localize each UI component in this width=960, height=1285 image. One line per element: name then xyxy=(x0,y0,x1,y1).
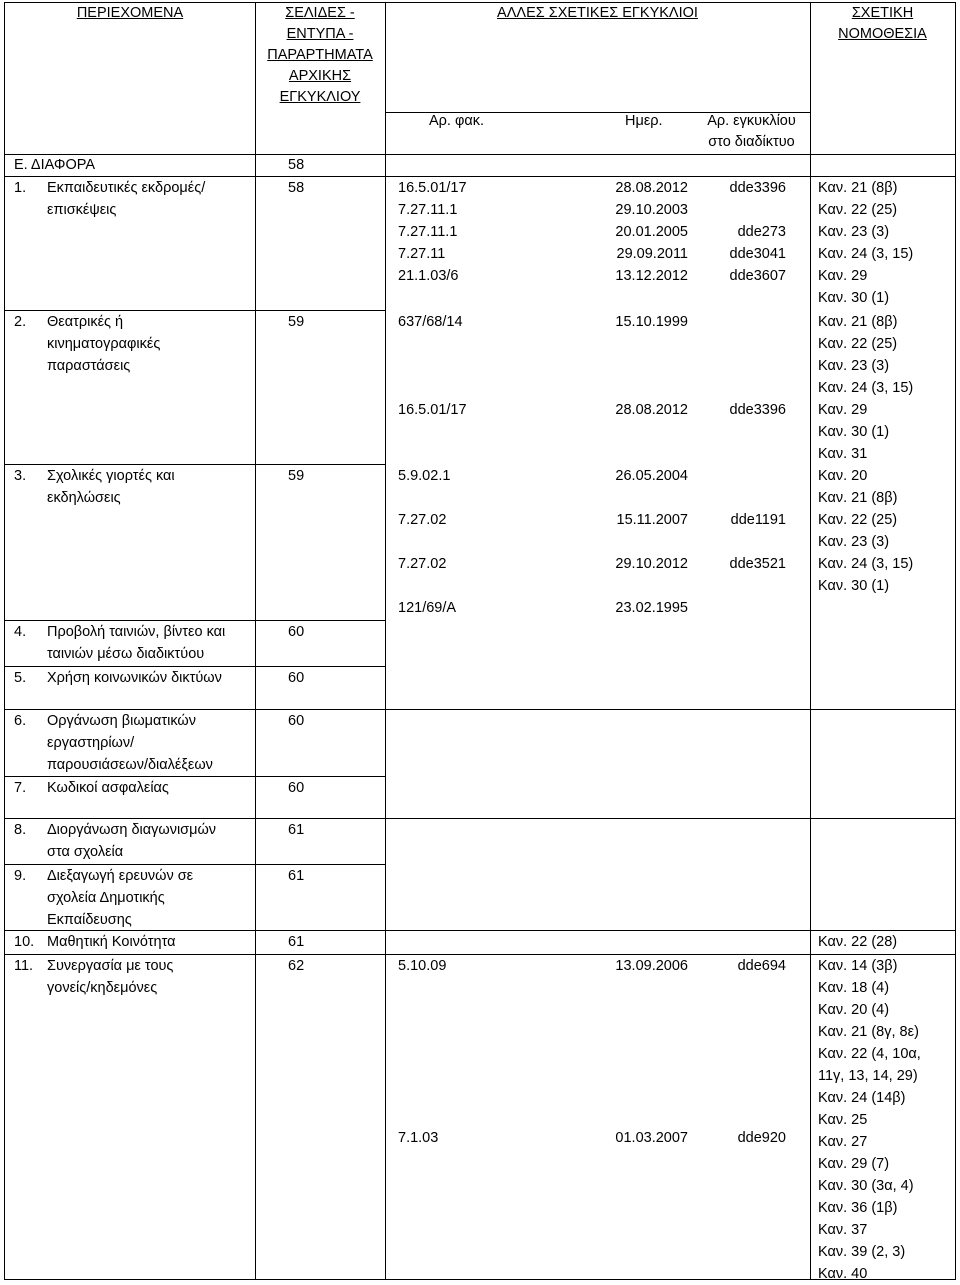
row-page: 60 xyxy=(288,670,305,686)
legislation-item: Καν. 30 (1) xyxy=(818,290,890,306)
col-divider xyxy=(255,3,256,1279)
row-title-line: γονείς/κηδεμόνες xyxy=(47,980,158,996)
circular-file: 7.27.11.1 xyxy=(398,224,458,240)
legislation-item: Καν. 27 xyxy=(818,1134,868,1150)
legislation-item: Καν. 30 (1) xyxy=(818,578,890,594)
legislation-item: Καν. 21 (8β) xyxy=(818,490,898,506)
legislation-item: Καν. 14 (3β) xyxy=(818,958,898,974)
row-number: 1. xyxy=(14,180,27,196)
legislation-item: Καν. 24 (3, 15) xyxy=(818,380,914,396)
legislation-item: Καν. 29 (7) xyxy=(818,1156,890,1172)
header-circulars-label: ΑΛΛΕΣ ΣΧΕΤΙΚΕΣ ΕΓΚΥΚΛΙΟΙ xyxy=(497,5,698,21)
row-page: 61 xyxy=(288,822,305,838)
row-page: 59 xyxy=(288,314,305,330)
circular-date: 20.01.2005 xyxy=(615,224,688,240)
row-title-line: Εκπαίδευσης xyxy=(47,912,132,928)
row-page: 60 xyxy=(288,780,305,796)
row-title-line: κινηματογραφικές xyxy=(47,336,161,352)
subheader-file: Αρ. φακ. xyxy=(429,113,485,129)
header-bottom-line xyxy=(5,154,955,155)
circular-web-number: dde3396 xyxy=(729,180,786,196)
circular-date: 23.02.1995 xyxy=(615,600,688,616)
header-contents xyxy=(5,3,255,24)
circular-file: 16.5.01/17 xyxy=(398,402,467,418)
row-title-line: εργαστηρίων/ xyxy=(47,735,135,751)
header-pages xyxy=(255,3,385,108)
row-title-line: Χρήση κοινωνικών δικτύων xyxy=(47,670,222,686)
legislation-item: Καν. 29 xyxy=(818,402,868,418)
circular-file: 5.10.09 xyxy=(398,958,447,974)
circular-file: 16.5.01/17 xyxy=(398,180,467,196)
circular-file: 7.27.02 xyxy=(398,556,447,572)
legislation-item: Καν. 20 xyxy=(818,468,868,484)
row-page: 60 xyxy=(288,624,305,640)
row-page: 61 xyxy=(288,868,305,884)
col-divider xyxy=(385,3,386,1279)
row-number: 7. xyxy=(14,780,27,796)
legislation-item: Καν. 22 (28) xyxy=(818,934,898,950)
row-title-line: Συνεργασία με τους xyxy=(47,958,174,974)
circular-web-number: dde273 xyxy=(737,224,786,240)
circular-file: 7.27.11.1 xyxy=(398,202,458,218)
row-page: 59 xyxy=(288,468,305,484)
circular-web-number: dde694 xyxy=(737,958,786,974)
row-number: 2. xyxy=(14,314,27,330)
legislation-item: Καν. 40 xyxy=(818,1266,868,1282)
legislation-item: Καν. 22 (25) xyxy=(818,336,898,352)
legislation-item: Καν. 24 (3, 15) xyxy=(818,246,914,262)
header-pages-line: ΣΕΛΙΔΕΣ - xyxy=(285,5,355,21)
circular-file: 7.1.03 xyxy=(398,1130,439,1146)
header-circulars xyxy=(385,3,810,24)
circular-file: 7.27.11 xyxy=(398,246,446,262)
circular-web-number: dde3041 xyxy=(729,246,786,262)
row-title-line: Προβολή ταινιών, βίντεο και xyxy=(47,624,226,640)
row-number: 6. xyxy=(14,713,27,729)
legislation-item: Καν. 22 (25) xyxy=(818,202,898,218)
circular-date: 13.09.2006 xyxy=(615,958,688,974)
circular-file: 5.9.02.1 xyxy=(398,468,451,484)
circular-file: 7.27.02 xyxy=(398,512,447,528)
legislation-item: 11γ, 13, 14, 29) xyxy=(818,1068,918,1084)
row-page: 58 xyxy=(288,180,305,196)
row-title-line: Σχολικές γιορτές και xyxy=(47,468,175,484)
row-title-line: εκδηλώσεις xyxy=(47,490,121,506)
header-legislation xyxy=(810,3,955,45)
header-legislation-line: ΝΟΜΟΘΕΣΙΑ xyxy=(838,26,927,42)
row-title-line: Κωδικοί ασφαλείας xyxy=(47,780,169,796)
legislation-item: Καν. 22 (25) xyxy=(818,512,898,528)
legislation-item: Καν. 39 (2, 3) xyxy=(818,1244,906,1260)
legislation-item: Καν. 23 (3) xyxy=(818,534,890,550)
row-title-line: Οργάνωση βιωματικών xyxy=(47,713,196,729)
legislation-item: Καν. 20 (4) xyxy=(818,1002,890,1018)
header-pages-line: ΑΡΧΙΚΗΣ xyxy=(288,68,352,84)
circular-web-number: dde3607 xyxy=(729,268,786,284)
legislation-item: Καν. 31 xyxy=(818,446,868,462)
legislation-item: Καν. 23 (3) xyxy=(818,358,890,374)
legislation-item: Καν. 36 (1β) xyxy=(818,1200,898,1216)
circular-web-number: dde920 xyxy=(737,1130,786,1146)
row-title-line: παρουσιάσεων/διαλέξεων xyxy=(47,757,213,773)
row-page: 60 xyxy=(288,713,305,729)
circular-date: 15.10.1999 xyxy=(615,314,688,330)
row-title-line: Εκπαιδευτικές εκδρομές/ xyxy=(47,180,206,196)
circular-date: 29.09.2011 xyxy=(616,246,688,262)
header-pages-line: ΠΑΡΑΡΤΗΜΑΤΑ xyxy=(267,47,373,63)
circular-date: 29.10.2003 xyxy=(615,202,688,218)
circular-file: 121/69/Α xyxy=(398,600,457,616)
circulars-table xyxy=(4,2,956,1280)
row-title-line: παραστάσεις xyxy=(47,358,131,374)
legislation-item: Καν. 21 (8β) xyxy=(818,180,898,196)
circular-date: 28.08.2012 xyxy=(615,180,688,196)
row-page: 62 xyxy=(288,958,305,974)
circular-date: 01.03.2007 xyxy=(615,1130,688,1146)
legislation-item: Καν. 25 xyxy=(818,1112,868,1128)
legislation-item: Καν. 37 xyxy=(818,1222,868,1238)
section-title: Ε. ΔΙΑΦΟΡΑ xyxy=(14,157,96,173)
row-number: 9. xyxy=(14,868,27,884)
header-contents-label: ΠΕΡΙΕΧΟΜΕΝΑ xyxy=(76,5,184,21)
circular-date: 29.10.2012 xyxy=(615,556,688,572)
row-number: 10. xyxy=(14,934,35,950)
row-title-line: σχολεία Δημοτικής xyxy=(47,890,165,906)
circular-file: 637/68/14 xyxy=(398,314,463,330)
legislation-item: Καν. 22 (4, 10α, xyxy=(818,1046,921,1062)
header-pages-line: ΕΝΤΥΠΑ - xyxy=(286,26,354,42)
legislation-item: Καν. 24 (3, 15) xyxy=(818,556,914,572)
circular-web-number: dde3521 xyxy=(729,556,786,572)
row-title-line: στα σχολεία xyxy=(47,844,124,860)
legislation-item: Καν. 24 (14β) xyxy=(818,1090,906,1106)
subheader-web-line: Αρ. εγκυκλίου xyxy=(707,113,796,129)
legislation-item: Καν. 18 (4) xyxy=(818,980,890,996)
legislation-item: Καν. 21 (8γ, 8ε) xyxy=(818,1024,919,1040)
legislation-item: Καν. 21 (8β) xyxy=(818,314,898,330)
row-number: 5. xyxy=(14,670,27,686)
legislation-item: Καν. 30 (3α, 4) xyxy=(818,1178,914,1194)
row-page: 61 xyxy=(288,934,305,950)
section-page: 58 xyxy=(288,157,305,173)
row-title-line: ταινιών μέσω διαδικτύου xyxy=(47,646,205,662)
subheader-web xyxy=(693,111,810,153)
subheader-web-line: στο διαδίκτυο xyxy=(708,134,795,150)
row-title-line: επισκέψεις xyxy=(47,202,117,218)
circular-date: 13.12.2012 xyxy=(615,268,688,284)
row-title-line: Μαθητική Κοινότητα xyxy=(47,934,176,950)
row-title-line: Διεξαγωγή ερευνών σε xyxy=(47,868,194,884)
col-divider xyxy=(810,3,811,1279)
circular-web-number: dde3396 xyxy=(729,402,786,418)
row-number: 8. xyxy=(14,822,27,838)
row-number: 4. xyxy=(14,624,27,640)
subheader-date: Ημερ. xyxy=(625,113,663,129)
row-title-line: Διοργάνωση διαγωνισμών xyxy=(47,822,217,838)
header-legislation-line: ΣΧΕΤΙΚΗ xyxy=(851,5,914,21)
circular-date: 28.08.2012 xyxy=(615,402,688,418)
legislation-item: Καν. 29 xyxy=(818,268,868,284)
legislation-item: Καν. 23 (3) xyxy=(818,224,890,240)
circular-date: 15.11.2007 xyxy=(616,512,688,528)
circular-date: 26.05.2004 xyxy=(615,468,688,484)
legislation-item: Καν. 30 (1) xyxy=(818,424,890,440)
row-number: 11. xyxy=(14,958,34,974)
circular-web-number: dde1191 xyxy=(730,512,786,528)
circular-file: 21.1.03/6 xyxy=(398,268,459,284)
row-number: 3. xyxy=(14,468,27,484)
row-title-line: Θεατρικές ή xyxy=(47,314,124,330)
header-pages-line: ΕΓΚΥΚΛΙΟΥ xyxy=(279,89,361,105)
